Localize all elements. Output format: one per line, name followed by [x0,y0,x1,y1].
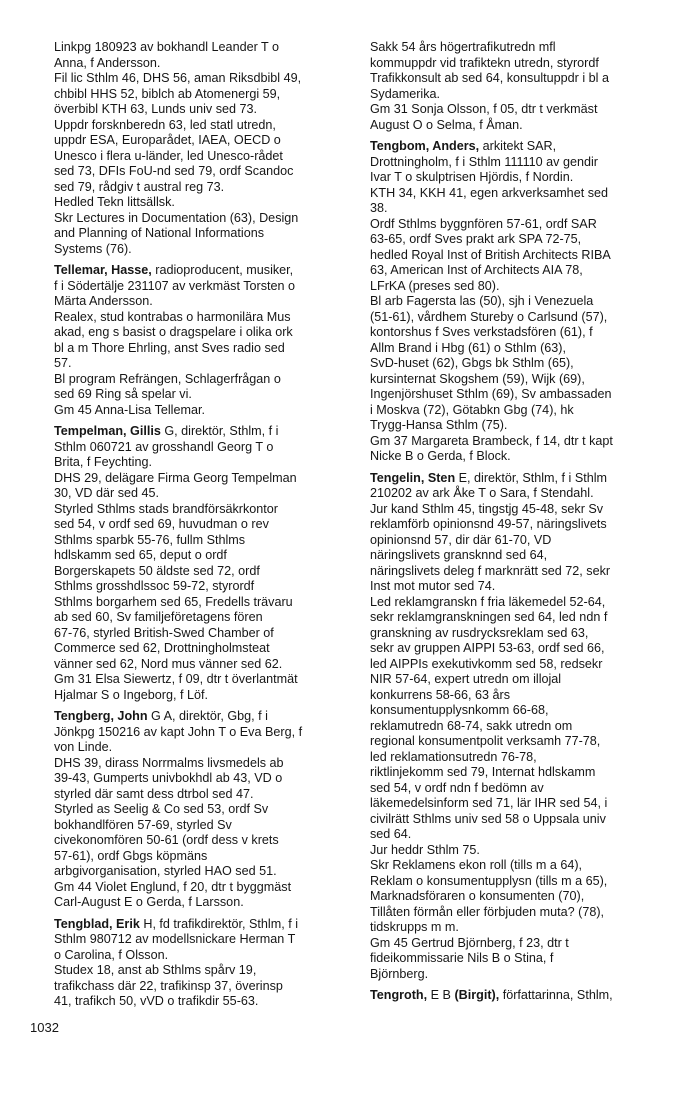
entry-line: Drottningholm, f i Sthlm 111110 av gendir [370,154,598,169]
entry-line: Gm 45 Gertrud Björnberg, f 23, dtr t [370,935,569,950]
entry-line: kommuppdr vid trafiktekn utredn, styrordf [370,55,599,70]
entry-line: bl a m Thore Ehrling, anst Sves radio sed [54,340,285,355]
entry-paragraph [370,40,654,102]
entry-line: opinionsnd 57, dir där 61-70, VD [370,532,552,547]
entry-paragraph [370,858,654,936]
entry-paragraph [370,102,654,133]
entry-line: led reklamationsutredn 76-78, [370,749,537,764]
entry-line: NIR 57-64, expert utredn om illojal [370,672,562,686]
entry-line: riktlinjekomm sed 79, Internat hdlskamm [370,765,596,779]
entry-line: arbgivorganisation, styrled HAO sed 51. [54,864,277,878]
entry-line: Sthlm 060721 av grosshandl Georg T o [54,439,274,454]
entry-line: Inst mot mutor sed 74. [370,579,496,593]
entry-line: kursinternat Skogshem (59), Wijk (69), [370,371,585,386]
biography-continuation [370,40,654,133]
entry-line: i Moskva (72), Götabkn Gbg (74), hk [370,402,574,417]
entry-paragraph [54,403,348,419]
entry-line: Sthlm 980712 av modellsnickare Herman T [54,932,296,946]
biography-entry [370,471,654,983]
entry-text: E, direktör, Sthlm, f i Sthlm [455,470,608,485]
entry-line: näringslivets deleg f marknrätt sed 72, sekr [370,563,611,578]
entry-paragraph [370,294,654,434]
entry-paragraph [370,434,654,465]
entry-line: Reklam o konsumentupplysn (tills m a 65), [370,873,608,888]
entry-line: Jönkpg 150216 av kapt John T o Eva Berg, f [54,724,303,739]
entry-line: hedled Royal Inst of British Architects RIBA [370,247,611,262]
entry-line: sed 69 Ring så spelar vi. [54,387,192,401]
entry-line: Sthlms grosshdlssoc 59-72, styrordf [54,579,255,593]
entry-line: Jur heddr Sthlm 75. [370,842,480,857]
entry-paragraph [54,917,348,964]
entry-line: Brita, f Feychting. [54,455,152,469]
entry-paragraph [54,71,348,118]
entry-paragraph [54,756,348,803]
entry-line: DHS 29, delägare Firma Georg Tempelman [54,470,297,485]
entry-line: sekr av gruppen AIPPI 53-63, ordf sed 66, [370,641,605,655]
entry-line: 67-76, styrled British-Swed Chamber of [54,625,274,640]
entry-line: sed 64. [370,827,412,841]
entry-paragraph [370,988,654,1004]
entry-paragraph [54,471,348,502]
entry-line: LFrKA (preses sed 80). [370,278,500,293]
entry-paragraph [54,672,348,703]
entry-line: Jur kand Sthlm 45, tingstjg 45-48, sekr Sv [370,501,604,516]
entry-paragraph [54,424,348,471]
entry-line: Trygg-Hansa Sthlm (75). [370,418,508,432]
entry-line: styrled där samt dess dtrbol sed 47. [54,786,254,801]
entry-line: 57-61), ordf Gbgs köpmäns [54,848,208,863]
entry-line: chbibl HHS 52, biblch ab Atomenergi 59, [54,86,281,101]
entry-line: and Planning of National Informations [54,226,265,240]
entry-paragraph [370,502,654,595]
biography-entry [370,139,654,465]
entry-line: von Linde. [54,740,113,754]
entry-line: akad, eng s basist o dragspelare i olika ork [54,325,293,339]
entry-line: vänner sed 62, Nord mus vänner sed 62. [54,656,283,671]
entry-line [370,471,654,487]
entry-line: 38. [370,201,388,215]
entry-line [370,988,654,1004]
entry-paragraph [370,471,654,502]
entry-line: Märta Andersson. [54,294,153,308]
entry-line: Hjalmar S o Ingeborg, f Löf. [54,687,209,702]
entry-line: Gm 31 Elsa Siewertz, f 09, dtr t överlantmät [54,672,298,686]
entry-name: Tengbom, Anders, [370,139,480,153]
entry-paragraph [370,186,654,217]
entry-line: Unesco i flera u-länder, led Unesco-rådet [54,148,283,163]
entry-line: KTH 34, KKH 41, egen arkverksamhet sed [370,185,608,200]
entry-line: led AIPPIs exekutivkomm sed 58, redsekr [370,656,603,671]
entry-paragraph [54,118,348,196]
entry-line: f i Södertälje 231107 av verkmäst Torsten o [54,278,296,293]
entry-line: tidskrupps m m. [370,920,459,934]
entry-line: August O o Selma, f Åman. [370,117,523,132]
entry-text: radioproducent, musiker, [151,263,294,277]
entry-name: Tengroth, [370,988,428,1002]
entry-line: Nicke B o Gerda, f Block. [370,449,511,463]
entry-line: 30, VD där sed 45. [54,486,160,500]
entry-line: 63, American Inst of Architects AIA 78, [370,263,583,277]
entry-text: E B [427,988,455,1002]
entry-line: Linkpg 180923 av bokhandl Leander T o [54,40,280,54]
entry-line: Ordf Sthlms byggnfören 57-61, ordf SAR [370,216,597,231]
entry-text: arkitekt SAR, [479,139,557,153]
entry-line: o Carolina, f Olsson. [54,947,169,962]
entry-line [54,424,348,440]
entry-line: Gm 44 Violet Englund, f 20, dtr t byggmäst [54,879,292,894]
entry-paragraph [54,40,348,71]
entry-paragraph [54,372,348,403]
entry-paragraph [54,310,348,372]
page-number: 1032 [30,1020,59,1035]
entry-line: Sakk 54 års högertrafikutredn mfl [370,40,556,54]
entry-line: Skr Lectures in Documentation (63), Design [54,210,299,225]
entry-paragraph [370,936,654,983]
biography-entry [54,424,348,703]
entry-line: hdlskamm sed 65, deput o ordf [54,548,227,562]
entry-paragraph [370,217,654,295]
entry-paragraph [54,802,348,880]
entry-paragraph [54,880,348,911]
entry-line: Hedled Tekn littsällsk. [54,195,175,209]
entry-line: (51-61), vårdhem Stureby o Carlsund (57), [370,309,608,324]
entry-line: näringslivets gransknnd sed 64, [370,548,548,562]
entry-bold-text: (Birgit), [454,988,500,1002]
entry-line: läkemedelsinform sed 71, lär IHR sed 54, i [370,796,608,810]
entry-line: fideikommissarie Nils B o Stina, f [370,951,554,965]
entry-line: Borgerskapets 50 äldste sed 72, ordf [54,563,260,578]
entry-text: författarinna, Sthlm, [499,988,613,1002]
biography-entry [54,263,348,418]
entry-name: Tempelman, Gillis [54,424,161,438]
entry-line: Carl-August E o Gerda, f Larsson. [54,895,244,909]
entry-line [54,263,348,279]
entry-name: Tengberg, John [54,709,148,723]
entry-line: Gm 31 Sonja Olsson, f 05, dtr t verkmäst [370,102,598,116]
entry-text: G A, direktör, Gbg, f i [147,709,268,723]
entry-line: reklamförb opinionsnd 49-57, näringslivets [370,517,607,531]
right-column [370,40,654,1010]
entry-paragraph [370,595,654,843]
entry-text: G, direktör, Sthlm, f i [160,424,279,438]
entry-line: kontorshus f Sves verkstadsfören (61), f [370,325,593,339]
biography-continuation [54,40,348,257]
entry-line: konkurrens 58-66, 63 års [370,687,511,702]
entry-line: civilrätt Sthlms univ sed 58 o Uppsala univ [370,811,606,826]
entry-line: bokhandlfören 57-69, styrled Sv [54,817,232,832]
entry-paragraph [54,963,348,1010]
entry-line: Gm 45 Anna-Lisa Tellemar. [54,402,205,417]
entry-line: civekonomfören 50-61 (ordf dess v krets [54,833,279,847]
entry-name: Tengelin, Sten [370,470,456,485]
entry-line: konsumentupplysnkomm 66-68, [370,703,549,717]
entry-line: sed 54, v ordf ndn f bedömn av [370,780,544,795]
entry-line [54,709,348,725]
entry-paragraph [54,263,348,310]
entry-line: Commerce sed 62, Drottningholmsteat [54,641,270,655]
entry-line: uppdr ESA, Europarådet, IAEA, OECD o [54,133,281,147]
entry-line: 63-65, ordf Sves prakt ark SPA 72-75, [370,232,582,246]
entry-line: Realex, stud kontrabas o harmonilära Mus [54,309,291,324]
entry-line: Skr Reklamens ekon roll (tills m a 64), [370,858,583,872]
entry-name: Tengblad, Erik [54,916,140,931]
entry-paragraph [370,139,654,186]
entry-line: Systems (76). [54,241,132,256]
entry-line: reklamutredn 68-74, sakk utredn om [370,718,573,733]
entry-line: Sthlms sparbk 55-76, fullm Sthlms [54,532,246,547]
entry-line: Studex 18, anst ab Sthlms spårv 19, [54,963,257,977]
entry-line: Allm Brand i Hbg (61) o Sthlm (63), [370,340,566,355]
biography-entry [54,709,348,911]
entry-line: Ingenjörshuset Sthlm (69), Sv ambassaden [370,387,612,401]
entry-line: Tillåten förmån eller förbjuden muta? (78), [370,904,605,919]
entry-line: 210202 av ark Åke T o Sara, f Stendahl. [370,486,594,500]
entry-paragraph [54,709,348,756]
entry-paragraph [370,843,654,859]
entry-line: Led reklamgranskn f fria läkemedel 52-64, [370,594,606,609]
entry-line: SvD-huset (62), Gbgs bk Sthlm (65), [370,356,574,370]
entry-line: överbibl KTH 63, Lunds univ sed 73. [54,102,258,116]
entry-line: 57. [54,356,72,370]
entry-line: 39-43, Gumperts univbokhdl ab 43, VD o [54,771,283,785]
entry-line: regional konsumentpolit verksamh 77-78, [370,734,601,748]
entry-paragraph [54,195,348,211]
entry-paragraph [54,211,348,258]
entry-text: H, fd trafikdirektör, Sthlm, f i [139,916,299,931]
entry-line: Fil lic Sthlm 46, DHS 56, aman Riksdbibl 49, [54,71,302,85]
entry-name: Tellemar, Hasse, [54,263,152,277]
entry-line: Sthlms borgarhem sed 65, Fredells trävaru [54,594,293,609]
entry-line: ab sed 60, Sv familjeföretagens fören [54,610,263,624]
entry-line: Gm 37 Margareta Brambeck, f 14, dtr t kapt [370,433,613,448]
entry-line: trafikchass där 22, trafikinsp 37, överinsp [54,978,283,993]
entry-line: sed 79, rådgiv t austral reg 73. [54,179,225,194]
entry-line [370,139,654,155]
entry-line: sekr reklamgranskningen sed 64, led ndn f [370,610,608,624]
entry-paragraph [54,502,348,673]
entry-line: granskning av rusdrycksreklam sed 63, [370,625,589,640]
entry-line: DHS 39, dirass Norrmalms livsmedels ab [54,755,284,770]
biography-entry [54,917,348,1010]
biography-entry [370,988,654,1004]
entry-line: Marknadsföraren o konsumenten (70), [370,889,585,903]
entry-line: sed 73, DFIs FoU-nd sed 79, ordf Scandoc [54,164,294,178]
entry-line: Styrled as Seelig & Co sed 53, ordf Sv [54,802,269,816]
entry-line: Bl program Refrängen, Schlagerfrågan o [54,371,281,386]
entry-line: Uppdr forsknberedn 63, led statl utredn, [54,117,276,132]
entry-line: Sydamerika. [370,86,440,101]
entry-line: Anna, f Andersson. [54,55,161,70]
entry-line: sed 54, v ordf sed 69, huvudman o rev [54,517,269,531]
entry-line: 41, trafikch 50, vVD o trafikdir 55-63. [54,994,259,1008]
entry-line [54,917,348,933]
left-column [54,40,348,1016]
entry-line: Ivar T o skulptrisen Hjördis, f Nordin. [370,170,574,184]
entry-line: Trafikkonsult ab sed 64, konsultuppdr i bl a [370,71,609,85]
entry-line: Björnberg. [370,966,429,981]
entry-line: Bl arb Fagersta las (50), sjh i Venezuela [370,294,594,308]
entry-line: Styrled Sthlms stads brandförsäkrkontor [54,501,278,516]
